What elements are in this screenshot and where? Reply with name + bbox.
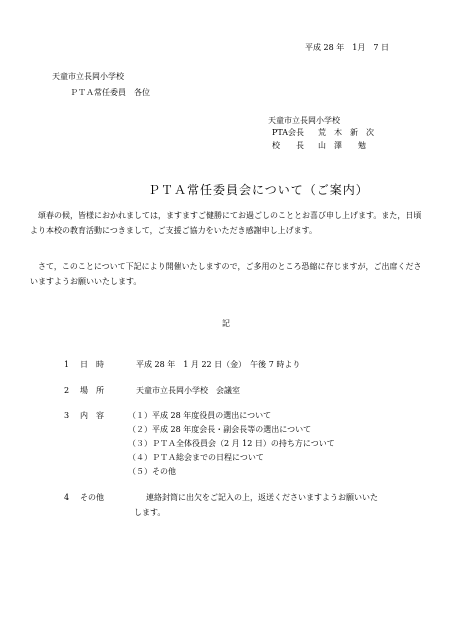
ki-heading: 記 — [222, 319, 230, 328]
item-1-value: 平成 28 年 1 月 22 日（金） 午後 7 時より — [136, 360, 301, 369]
item-4-value-line-2: します。 — [134, 508, 166, 517]
item-1-label: 日 時 — [80, 360, 104, 369]
sender-principal-name: 山 澤 勉 — [318, 141, 366, 150]
item-3-number: 3 — [64, 411, 70, 420]
recipient-school: 天童市立長岡小学校 — [52, 72, 124, 81]
item-3-line-5: （５）その他 — [128, 467, 176, 476]
item-2-label: 場 所 — [80, 386, 104, 395]
item-2-number: 2 — [64, 386, 70, 395]
item-3-line-3: （３）ＰＴＡ全体役員会（2 月 12 日）の持ち方について — [128, 439, 335, 448]
item-1-number: 1 — [64, 360, 70, 369]
item-4-value-line-1: 連絡封筒に出欠をご記入の上，返送くださいますようお願いいた — [146, 493, 378, 502]
sender-principal-role: 校 長 — [272, 141, 304, 150]
body-paragraph-2: さて，このことについて下記により開催いたしますので，ご多用のところ恐縮に存じますが，ご出席くださいますようお願いいたします。 — [30, 262, 422, 286]
sender-school: 天童市立長岡小学校 — [268, 116, 340, 125]
sender-pta-name: 荒 木 新 次 — [318, 128, 374, 137]
item-2-value: 天童市立長岡小学校 会議室 — [136, 386, 240, 395]
sender-pta-role: PTA会長 — [272, 128, 305, 137]
item-3-line-1: （１）平成 28 年度役員の選出について — [128, 411, 272, 420]
recipient-group: ＰＴＡ常任委員 各位 — [70, 88, 150, 97]
document-date: 平成 28 年 1月 7 日 — [305, 43, 389, 52]
item-3-line-2: （２）平成 28 年度会長・副会長等の選出について — [128, 425, 312, 434]
item-4-number: 4 — [64, 493, 70, 502]
body-paragraph-1: 頌春の候，皆様におかれましては，ますますご健勝にてお過ごしのこととお喜び申し上げます。また，日頃より本校の教育活動につきまして，ご支援ご協力をいただき感謝申し上げます。 — [30, 211, 422, 235]
item-4-label: その他 — [80, 493, 104, 502]
item-3-label: 内 容 — [80, 411, 104, 420]
item-3-line-4: （４）ＰＴＡ総会までの日程について — [128, 453, 264, 462]
document-title: ＰＴＡ常任委員会について（ご案内） — [148, 183, 369, 197]
